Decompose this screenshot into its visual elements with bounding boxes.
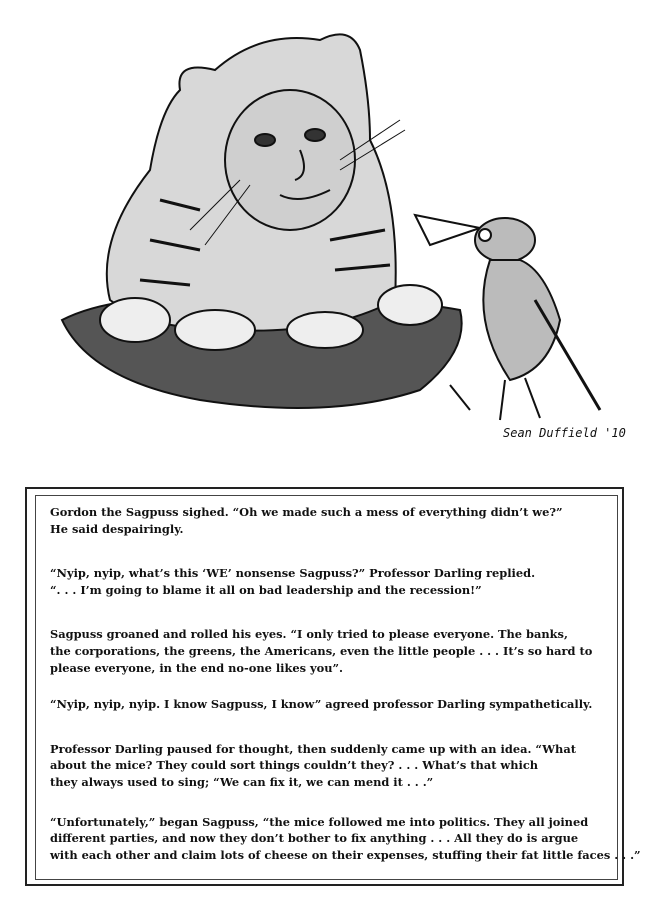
story-paragraph bbox=[50, 504, 605, 537]
story-line: Professor Darling paused for thought, then suddenly came up with an idea. “What bbox=[50, 741, 576, 756]
cat-sagpuss bbox=[100, 34, 442, 350]
story-line: “Nyip, nyip, nyip. I know Sagpuss, I know” agreed professor Darling sympathetically. bbox=[50, 697, 593, 712]
artist-signature: Sean Duffield '10 bbox=[503, 426, 626, 440]
story-line: they always used to sing; “We can fix it, we can mend it . . .” bbox=[50, 774, 434, 789]
story-paragraph bbox=[50, 626, 605, 676]
story-line: please everyone, in the end no-one likes you”. bbox=[50, 660, 344, 675]
story-paragraph bbox=[50, 696, 605, 713]
story-paragraph bbox=[50, 565, 605, 598]
story-line: about the mice? They could sort things couldn’t they? . . . What’s that which bbox=[50, 758, 539, 773]
story-paragraph bbox=[50, 814, 641, 864]
story-line: “. . . I’m going to blame it all on bad leadership and the recession!” bbox=[50, 582, 482, 597]
story-line: “Unfortunately,” began Sagpuss, “the mice followed me into politics. They all joined bbox=[50, 814, 589, 829]
story-line: the corporations, the greens, the Americans, even the little people . . . It’s so hard to bbox=[50, 643, 593, 658]
story-line: with each other and claim lots of cheese on their expenses, stuffing their fat little faces . . .” bbox=[50, 847, 641, 862]
story-paragraph bbox=[50, 741, 605, 791]
story-line: Gordon the Sagpuss sighed. “Oh we made such a mess of everything didn’t we?” bbox=[50, 505, 563, 519]
story-line: Sagpuss groaned and rolled his eyes. “I only tried to please everyone. The banks, bbox=[50, 627, 568, 642]
story-text-box bbox=[35, 495, 641, 880]
story-line: “Nyip, nyip, what’s this ‘WE’ nonsense Sagpuss?” Professor Darling replied. bbox=[50, 566, 536, 581]
story-line: different parties, and now they don’t bother to fix anything . . . All they do is argue bbox=[50, 831, 579, 846]
story-line: He said despairingly. bbox=[50, 521, 184, 536]
